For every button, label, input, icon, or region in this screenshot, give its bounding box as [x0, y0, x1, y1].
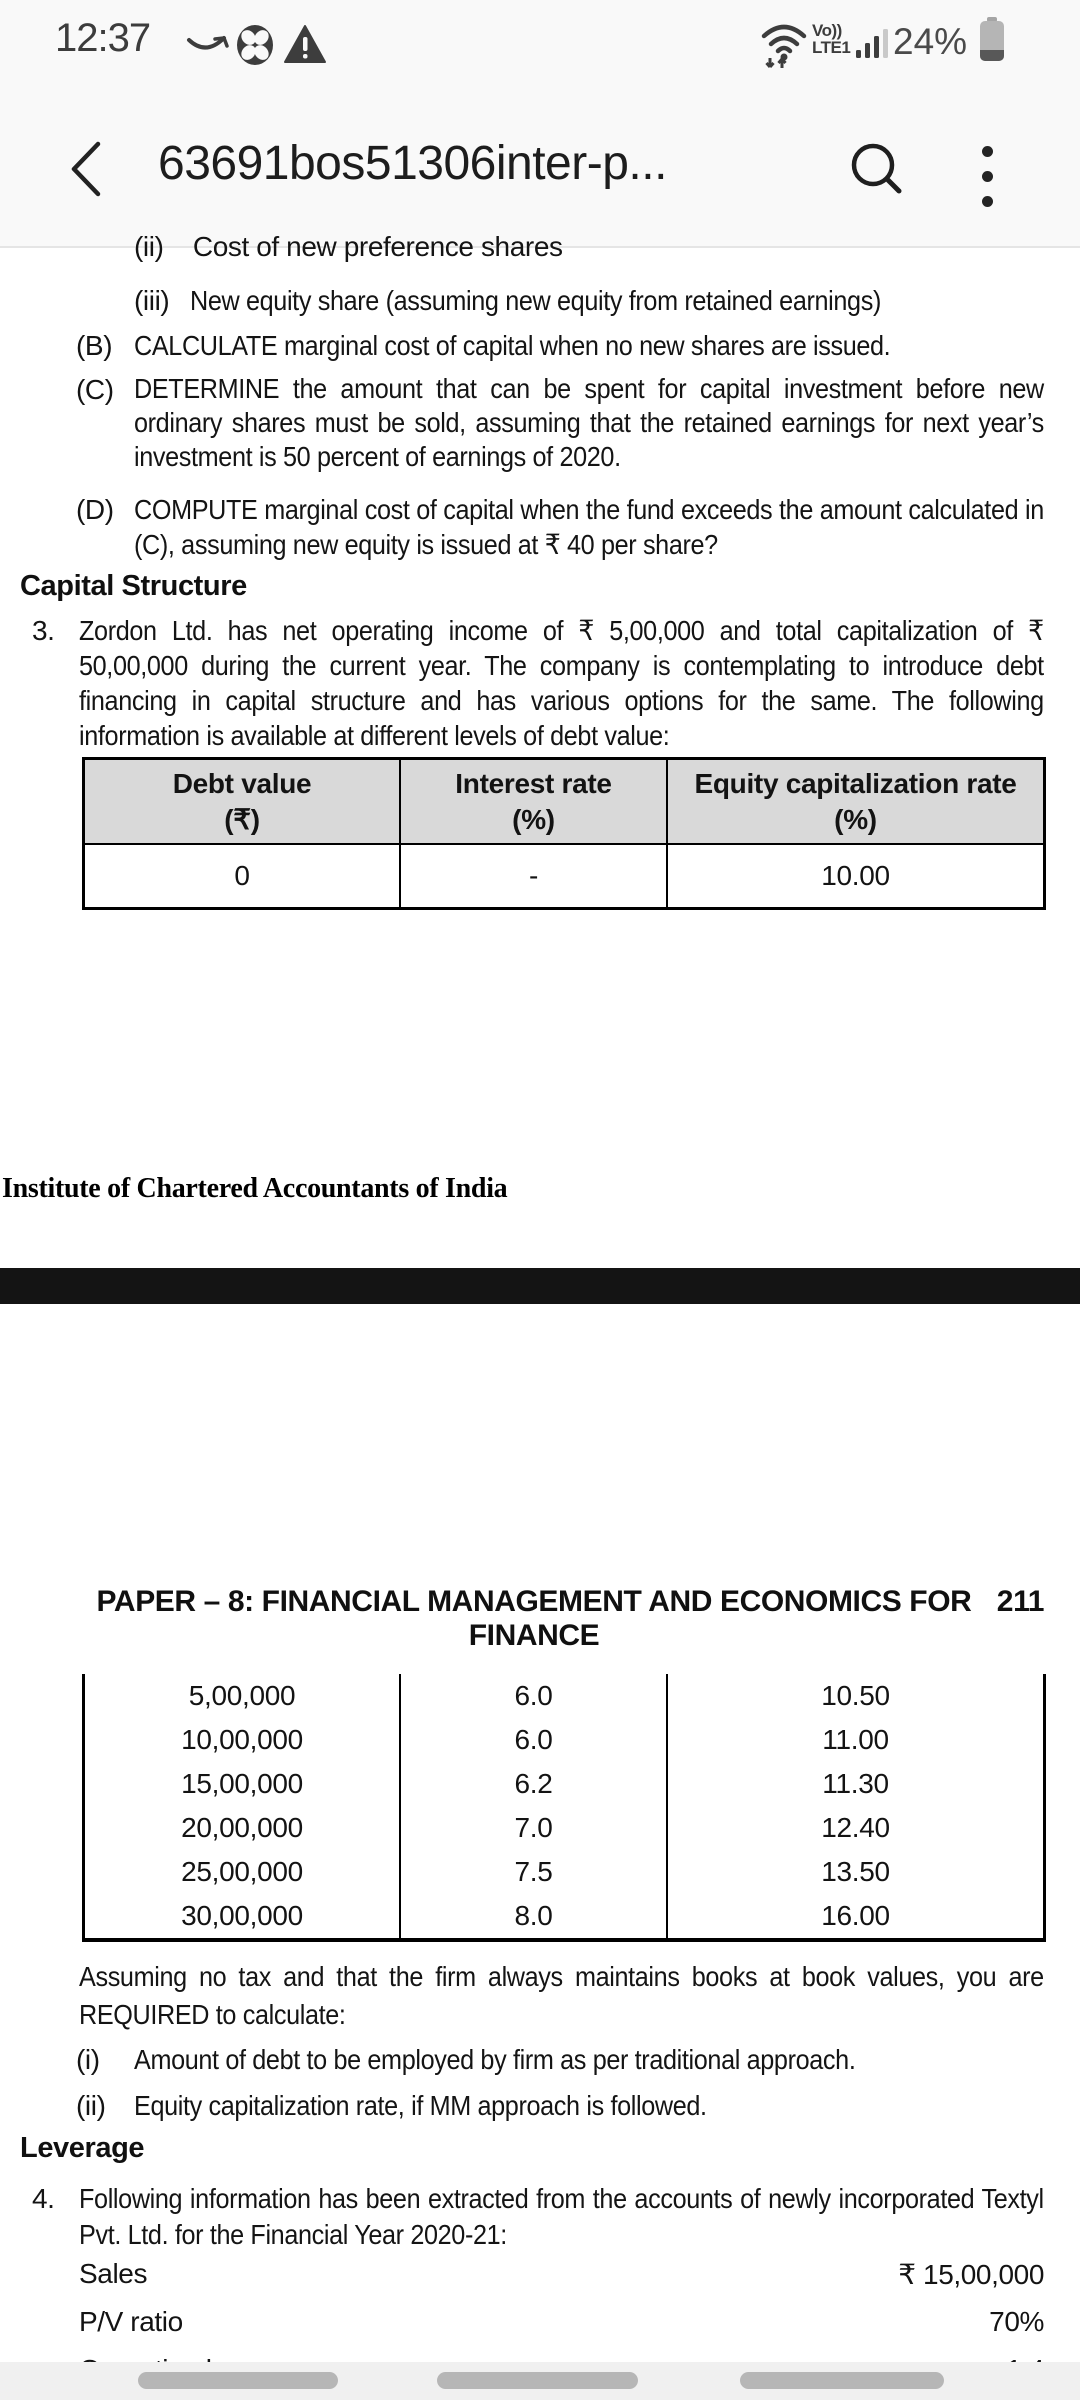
fact-value-pv-ratio: 70% — [989, 2306, 1044, 2337]
wifi-icon — [756, 18, 812, 70]
list-number: 3. — [32, 615, 55, 646]
table-cell: 8.0 — [400, 1894, 667, 1940]
list-label: (i) — [76, 2044, 100, 2075]
fact-label-pv-ratio: P/V ratio — [79, 2306, 183, 2337]
nav-home-handle[interactable] — [437, 2372, 638, 2389]
question-3-text: Zordon Ltd. has net operating income of ₹ 5,00,000 and total capitalization of ₹ 50,00,000 during the current year. The company is contemplating to introduce debt financing in capital structure and has various options for the same. The following information is available at different levels of debt value: — [79, 615, 1044, 751]
table-cell: 20,00,000 — [84, 1806, 401, 1850]
page-separator-bar — [0, 1268, 1080, 1304]
battery-percentage: 24% — [893, 21, 968, 62]
list-label: (D) — [76, 494, 114, 525]
table-cell: 30,00,000 — [84, 1894, 401, 1940]
table-cell: 6.0 — [400, 1674, 667, 1718]
table-cell: 13.50 — [667, 1850, 1045, 1894]
list-item-i: Amount of debt to be employed by firm as per traditional approach. — [134, 2044, 856, 2075]
warning-notification-icon — [284, 24, 326, 64]
list-item-b: CALCULATE marginal cost of capital when no new shares are issued. — [134, 330, 891, 361]
document-title: 63691bos51306inter-p... — [158, 137, 667, 190]
debt-table-part2 — [82, 1674, 1046, 1942]
table-cell: 7.0 — [400, 1806, 667, 1850]
clover-app-notification-icon — [234, 24, 276, 66]
nav-recents-handle[interactable] — [138, 2372, 338, 2389]
table-cell: 6.0 — [400, 1718, 667, 1762]
signal-strength-icon — [856, 26, 896, 60]
list-label: (ii) — [134, 231, 164, 262]
table-cell: 11.00 — [667, 1718, 1045, 1762]
section-heading-capital-structure: Capital Structure — [20, 570, 247, 602]
section-heading-leverage: Leverage — [20, 2132, 145, 2164]
list-item-iii: New equity share (assuming new equity from retained earnings) — [190, 285, 881, 316]
list-label: (iii) — [134, 285, 170, 316]
table-cell: 15,00,000 — [84, 1762, 401, 1806]
list-label: (C) — [76, 374, 114, 405]
table-header-cell: Debt value (₹) — [84, 759, 401, 845]
page-header-title: PAPER – 8: FINANCIAL MANAGEMENT AND ECONOMICS FOR FINANCE — [96, 1585, 972, 1652]
table-cell: - — [400, 844, 667, 909]
volte-indicator: Vo)) LTE1 — [812, 21, 851, 57]
table-header-cell: Interest rate (%) — [400, 759, 667, 845]
search-icon[interactable] — [849, 141, 905, 197]
table-cell: 12.40 — [667, 1806, 1045, 1850]
swoosh-notification-icon — [186, 30, 232, 60]
table-header-cell: Equity capitalization rate (%) — [667, 759, 1045, 845]
table-cell: 10,00,000 — [84, 1718, 401, 1762]
fact-label-sales: Sales — [79, 2258, 148, 2289]
question-4-text: Following information has been extracted from the accounts of newly incorporated Textyl Pvt. Ltd. for the Financial Year 2020-21: — [79, 2183, 1044, 2250]
nav-back-handle[interactable] — [740, 2372, 944, 2389]
table-cell: 7.5 — [400, 1850, 667, 1894]
list-text: Cost of new preference shares — [192, 231, 563, 262]
table-cell: 25,00,000 — [84, 1850, 401, 1894]
list-item-d: COMPUTE marginal cost of capital when the fund exceeds the amount calculated in (C), assuming new equity is issued at ₹ 40 per share? — [134, 494, 1044, 560]
overflow-menu-icon[interactable] — [982, 146, 994, 221]
list-item-c: DETERMINE the amount that can be spent for capital investment before new ordinary shares must be sold, assuming that the retained earnings for next year’s investment is 50 percent of earnings of 2020. — [134, 373, 1044, 472]
page-number: 211 — [996, 1585, 1044, 1618]
list-number: 4. — [32, 2183, 55, 2214]
battery-icon — [978, 17, 1006, 61]
back-button[interactable] — [64, 138, 106, 200]
list-label: (ii) — [76, 2090, 106, 2121]
table-cell: 0 — [84, 844, 401, 909]
table-cell: 16.00 — [667, 1894, 1045, 1940]
list-item-ii: Equity capitalization rate, if MM approach is followed. — [134, 2090, 707, 2121]
table-cell: 10.00 — [667, 844, 1045, 909]
status-clock: 12:37 — [55, 16, 151, 60]
clipped-line-item-ii — [134, 231, 914, 263]
page-footer-institute: Institute of Chartered Accountants of India — [2, 1173, 508, 1204]
table-cell: 10.50 — [667, 1674, 1045, 1718]
paragraph-assuming: Assuming no tax and that the firm always maintains books at book values, you are REQUIRED to calculate: — [79, 1961, 1044, 2030]
debt-table-part1 — [82, 757, 1044, 891]
top-chrome — [0, 0, 1080, 248]
table-cell: 11.30 — [667, 1762, 1045, 1806]
list-label: (B) — [76, 330, 113, 361]
gesture-navigation-bar — [0, 2362, 1080, 2400]
table-cell: 5,00,000 — [84, 1674, 401, 1718]
table-cell: 6.2 — [400, 1762, 667, 1806]
fact-value-sales: ₹ 15,00,000 — [898, 2259, 1044, 2290]
clipped-fact-row — [0, 2352, 1080, 2361]
